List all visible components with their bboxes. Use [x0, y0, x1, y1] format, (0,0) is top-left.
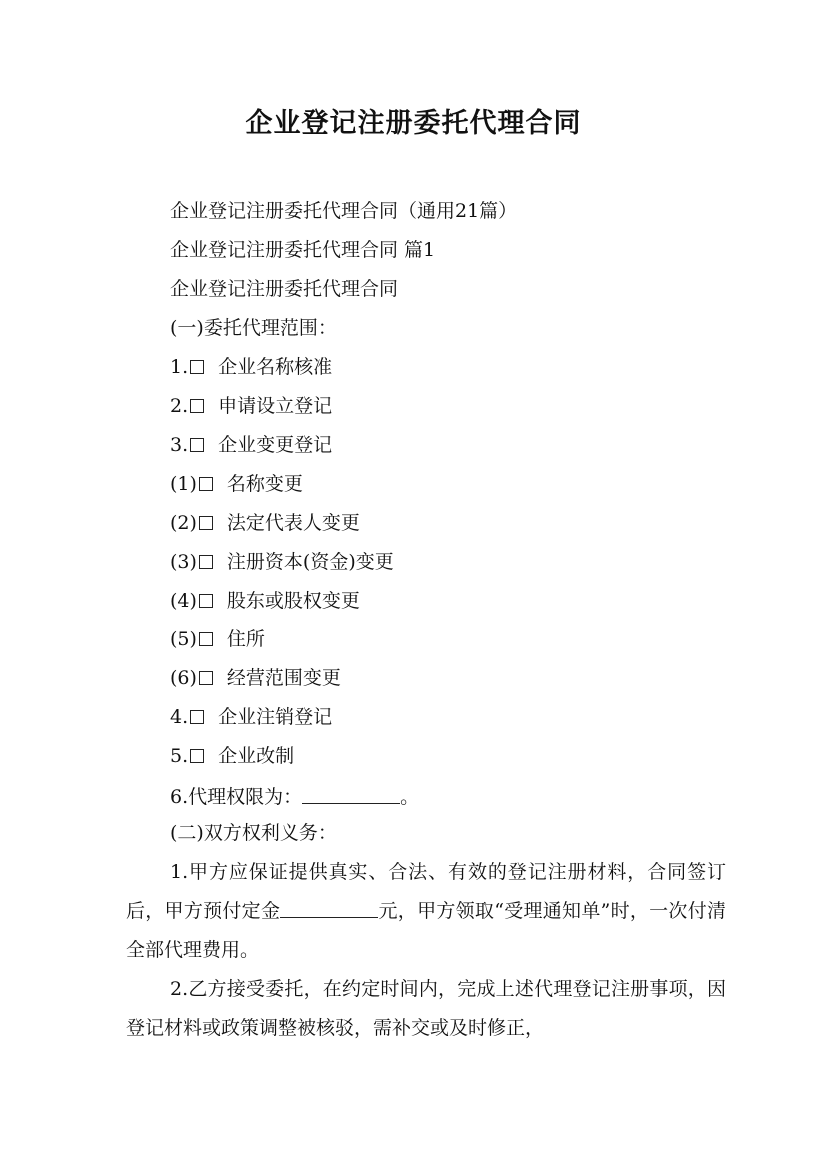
option-label: 企业注销登记: [218, 706, 333, 728]
option-label: 股东或股权变更: [226, 590, 360, 612]
checkbox[interactable]: [190, 710, 204, 724]
option-label: 企业变更登记: [218, 434, 333, 456]
document-title: 企业登记注册委托代理合同: [245, 108, 582, 139]
option-number: (6): [170, 667, 197, 689]
scope-heading: (一)委托代理范围：: [170, 317, 337, 339]
option-number: (2): [170, 512, 197, 534]
contract-name: 企业登记注册委托代理合同: [170, 278, 399, 300]
option-label: 申请设立登记: [218, 395, 333, 417]
option-item: [170, 666, 341, 690]
checkbox[interactable]: [199, 477, 213, 491]
authority-end: 。: [400, 786, 420, 808]
checkbox[interactable]: [190, 360, 204, 374]
option-number: (4): [170, 590, 197, 612]
checkbox[interactable]: [190, 749, 204, 763]
checkbox[interactable]: [190, 399, 204, 413]
checkbox[interactable]: [199, 671, 213, 685]
option-item: [170, 589, 360, 613]
checkbox[interactable]: [199, 632, 213, 646]
paragraph-1-part2: 元，甲方领取“受理通知单”时，一次付清全部代理费用。: [126, 900, 726, 961]
option-label: 企业名称核准: [218, 356, 333, 378]
option-item: [170, 433, 332, 457]
paragraph-1: [126, 853, 726, 970]
paragraph-1-part1: 1.甲方应保证提供真实、合法、有效的登记注册材料，合同签订后，甲方预付定金: [126, 861, 726, 922]
option-number: (1): [170, 473, 197, 495]
checkbox[interactable]: [199, 516, 213, 530]
option-label: 法定代表人变更: [226, 512, 360, 534]
checkbox[interactable]: [199, 555, 213, 569]
section-heading: 企业登记注册委托代理合同 篇1: [170, 239, 436, 261]
option-number: (3): [170, 551, 197, 573]
option-label: 名称变更: [226, 473, 303, 495]
obligations-heading: (二)双方权利义务：: [170, 822, 337, 844]
option-item: [170, 627, 265, 651]
deposit-blank[interactable]: [280, 899, 378, 918]
authority-blank[interactable]: [302, 785, 400, 804]
option-number: 4.: [170, 706, 189, 728]
authority-line: [170, 785, 419, 809]
option-label: 住所: [226, 628, 265, 650]
option-label: 注册资本(资金)变更: [226, 551, 394, 573]
option-item: [170, 744, 294, 768]
paragraph-2: 2.乙方接受委托，在约定时间内，完成上述代理登记注册事项，因登记材料或政策调整被核驳，需补交或及时修正，: [126, 978, 726, 1039]
option-item: [170, 705, 332, 729]
option-number: (5): [170, 628, 197, 650]
authority-label: 6.代理权限为：: [170, 786, 303, 808]
option-number: 1.: [170, 356, 189, 378]
subtitle-line: 企业登记注册委托代理合同（通用21篇）: [170, 200, 518, 222]
option-item: [170, 511, 360, 535]
option-item: [170, 472, 303, 496]
option-item: [170, 394, 332, 418]
checkbox[interactable]: [190, 438, 204, 452]
option-item: [170, 355, 332, 379]
option-item: [170, 550, 394, 574]
option-number: 2.: [170, 395, 189, 417]
option-number: 5.: [170, 745, 189, 767]
option-label: 企业改制: [218, 745, 295, 767]
option-number: 3.: [170, 434, 189, 456]
checkbox[interactable]: [199, 594, 213, 608]
option-label: 经营范围变更: [226, 667, 341, 689]
